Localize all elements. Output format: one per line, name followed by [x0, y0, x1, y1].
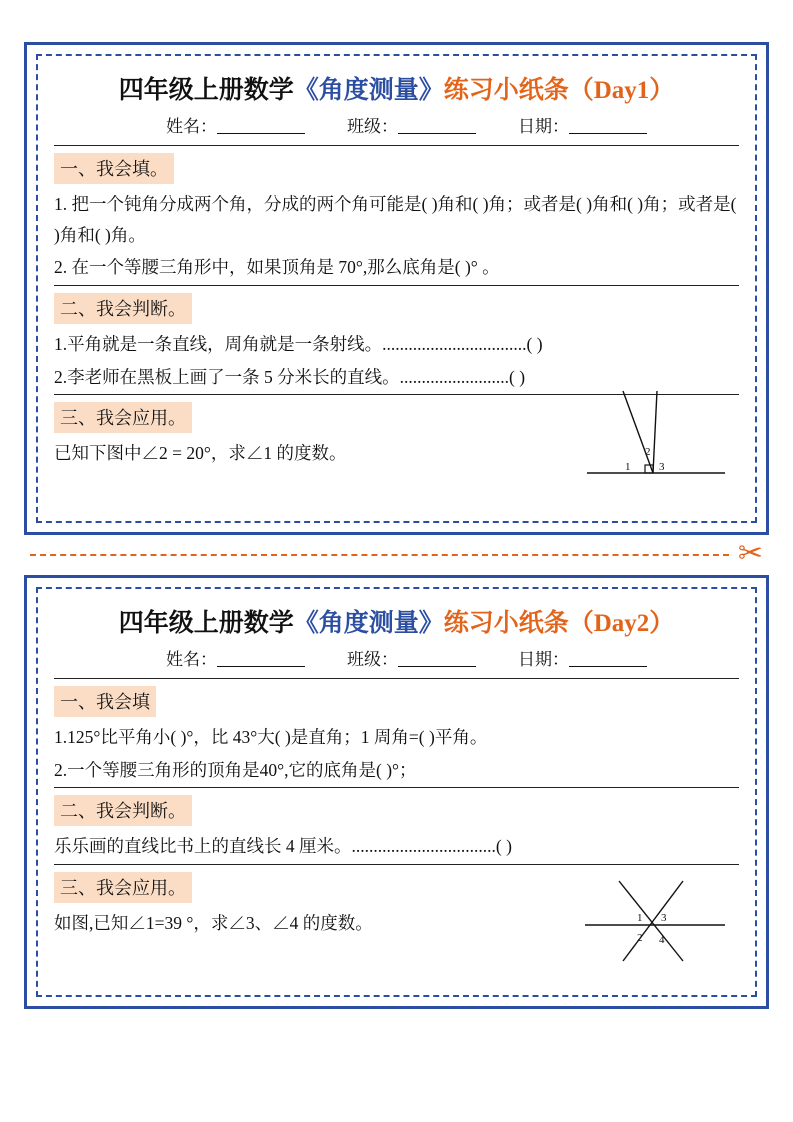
- section-head-apply-day2: 三、我会应用。: [54, 872, 192, 903]
- class-label-day2: 班级：: [347, 650, 398, 670]
- section-head-judge-day2: 二、我会判断。: [54, 795, 192, 826]
- section-head-judge-day1: 二、我会判断。: [54, 293, 192, 324]
- name-blank-day2[interactable]: [217, 651, 305, 667]
- question-item: 2. 在一个等腰三角形中，如果顶角是 70°,那么底角是( )° 。: [54, 257, 500, 278]
- name-blank-day1[interactable]: [217, 118, 305, 134]
- class-blank-day2[interactable]: [398, 651, 476, 667]
- class-blank-day1[interactable]: [398, 118, 476, 134]
- question-item: 1.平角就是一条直线，周角就是一条射线。.................................( ): [54, 333, 543, 354]
- page-title-day1: [54, 70, 739, 106]
- scissors-icon: ✂: [737, 537, 763, 571]
- question-item: 2.李老师在黑板上画了一条 5 分米长的直线。.........................( ): [54, 366, 526, 387]
- page-title-day2: [54, 603, 739, 639]
- title-subject-day1: 《角度测量》: [293, 77, 444, 104]
- angle-label-1-day2: 1: [637, 912, 643, 924]
- worksheet-card-day1: [24, 42, 769, 535]
- section-judge-day2: [54, 788, 739, 862]
- angle-figure-day2-svg: [579, 879, 729, 965]
- student-meta-day1: [54, 112, 739, 137]
- question-item: 2.一个等腰三角形的顶角是40°,它的底角是( )°；: [54, 759, 417, 780]
- name-field-day2: [166, 645, 305, 670]
- angle-label-1-day1: 1: [625, 461, 631, 474]
- section-apply-day1: [54, 395, 739, 503]
- title-suffix-day1: 练习小纸条（Day1）: [443, 77, 675, 104]
- angle-label-2-day1: 2: [645, 446, 651, 459]
- class-field-day2: [347, 645, 476, 670]
- date-blank-day1[interactable]: [569, 118, 647, 134]
- question-item: 已知下图中∠2 = 20°，求∠1 的度数。: [54, 443, 347, 464]
- date-label-day1: 日期：: [518, 117, 569, 136]
- section-head-fill-day2: 一、我会填: [54, 686, 156, 717]
- section-judge-day1: [54, 286, 739, 392]
- cut-dashed-line: [30, 554, 729, 556]
- class-field-day1: [347, 112, 476, 137]
- title-prefix-day2: 四年级上册数学: [118, 610, 294, 638]
- angle-figure-day1: [579, 389, 729, 490]
- question-item: 如图,已知∠1=39 °，求∠3、∠4 的度数。: [54, 913, 373, 933]
- question-item: 1.125°比平角小( )°，比 43°大( )是直角；1 周角=( )平角。: [54, 727, 488, 748]
- title-prefix-day1: 四年级上册数学: [118, 77, 294, 104]
- section-fill-day1: [54, 146, 739, 283]
- worksheet-card-inner-day2: [36, 587, 757, 997]
- name-label-day1: 姓名：: [166, 117, 217, 136]
- date-label-day2: 日期：: [518, 650, 569, 670]
- question-item: 乐乐画的直线比书上的直线长 4 厘米。.................................( ): [54, 836, 512, 857]
- date-blank-day2[interactable]: [569, 651, 647, 667]
- angle-label-3-day1: 3: [659, 461, 665, 474]
- angle-figure-day1-svg: [579, 389, 729, 485]
- cut-divider: [24, 535, 769, 575]
- question-item: 1. 把一个钝角分成两个角，分成的两个角可能是( )角和( )角；或者是( )角和( )角；或者是( )角和( )角。: [54, 194, 737, 245]
- name-field-day1: [166, 112, 305, 137]
- worksheet-card-day2: [24, 575, 769, 1009]
- section-fill-day2: [54, 679, 739, 785]
- section-apply-day2: [54, 865, 739, 977]
- angle-figure-day2: [579, 879, 729, 970]
- angle-label-2-day2: 2: [637, 932, 643, 944]
- worksheet-card-inner-day1: [36, 54, 757, 523]
- student-meta-day2: [54, 645, 739, 670]
- title-suffix-day2: 练习小纸条（Day2）: [443, 610, 675, 638]
- title-subject-day2: 《角度测量》: [293, 610, 444, 638]
- name-label-day2: 姓名：: [166, 650, 217, 670]
- section-head-apply-day1: 三、我会应用。: [54, 402, 192, 433]
- date-field-day2: [518, 645, 647, 670]
- date-field-day1: [518, 112, 647, 137]
- angle-label-3-day2: 3: [661, 912, 667, 924]
- angle-label-4-day2: 4: [659, 934, 665, 946]
- section-head-fill-day1: 一、我会填。: [54, 153, 174, 184]
- class-label-day1: 班级：: [347, 117, 398, 136]
